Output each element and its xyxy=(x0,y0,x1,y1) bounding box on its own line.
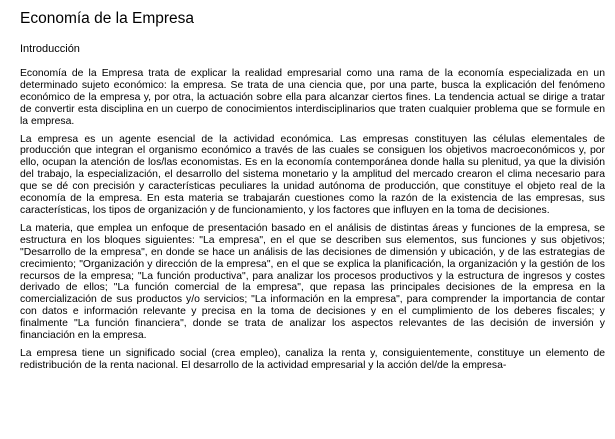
paragraph-1: Economía de la Empresa trata de explicar la realidad empresarial como una rama de la economía especializada en un determinado sujeto económico: la empresa. Se trata de una ciencia que, por una parte, busca la explicación del fenómeno económico de la empresa y, por otra, la actuación sobre ella para alcanzar ciertos fines. La tendencia actual se dirige a tratar de convertir esta disciplina en un cuerpo de conocimientos interdisciplinarios que traten cualquier problema que se formule en la empresa. xyxy=(20,68,605,127)
section-heading-introduccion: Introducción xyxy=(20,43,80,55)
paragraph-4: La empresa tiene un significado social (crea empleo), canaliza la renta y, consiguientemente, constituye un elemento de redistribución de la renta nacional. El desarrollo de la actividad empresarial y la acción del/de la empresa- xyxy=(20,347,605,371)
document-title: Economía de la Empresa xyxy=(20,10,195,27)
paragraph-3: La materia, que emplea un enfoque de presentación basado en el análisis de distintas áreas y funciones de la empresa, se estructura en los bloques siguientes: "La empresa", en el que se describen sus elementos, sus funciones y sus objetivos; "Desarrollo de la empresa", en donde se hace un análisis de las decisiones de dimensión y ubicación, y de las estrategias de crecimiento; "Organización y dirección de la empresa", en el que se explica la planificación, la organización y la gestión de los recursos de la empresa; "La función productiva", para analizar los procesos productivos y la estructura de ingresos y costes derivado de ellos; "La función comercial de la empresa", que repasa las principales decisiones de la empresa en la comercialización de sus productos y/o servicios; "La información en la empresa", para comprender la importancia de contar con datos e información relevante y precisa en la toma de decisiones y en el cumplimiento de los deberes fiscales; y finalmente "La función financiera", donde se trata de analizar los aspectos relevantes de las decisión de inversión y financiación en la empresa. xyxy=(20,222,605,342)
paragraph-2: La empresa es un agente esencial de la actividad económica. Las empresas constituyen las células elementales de producción que integran el organismo económico a través de las cuales se consiguen los objetivos macroeconómicos y, por ello, ocupan la atención de los/las economistas. Es en la economía contemporánea donde halla su plenitud, ya que la división del trabajo, la especialización, el desarrollo del sistema monetario y la amplitud del mercado crearon el clima necesario para que se dé con precisión y características peculiares la unidad autónoma de producción, que constituye el objeto real de la economía de la empresa. En esta materia se trabajarán cuestiones como la razón de la existencia de las empresas, sus características, los tipos de organización y de funcionamiento, y los factores que influyen en la toma de decisiones. xyxy=(20,133,605,216)
document-page xyxy=(20,10,605,378)
